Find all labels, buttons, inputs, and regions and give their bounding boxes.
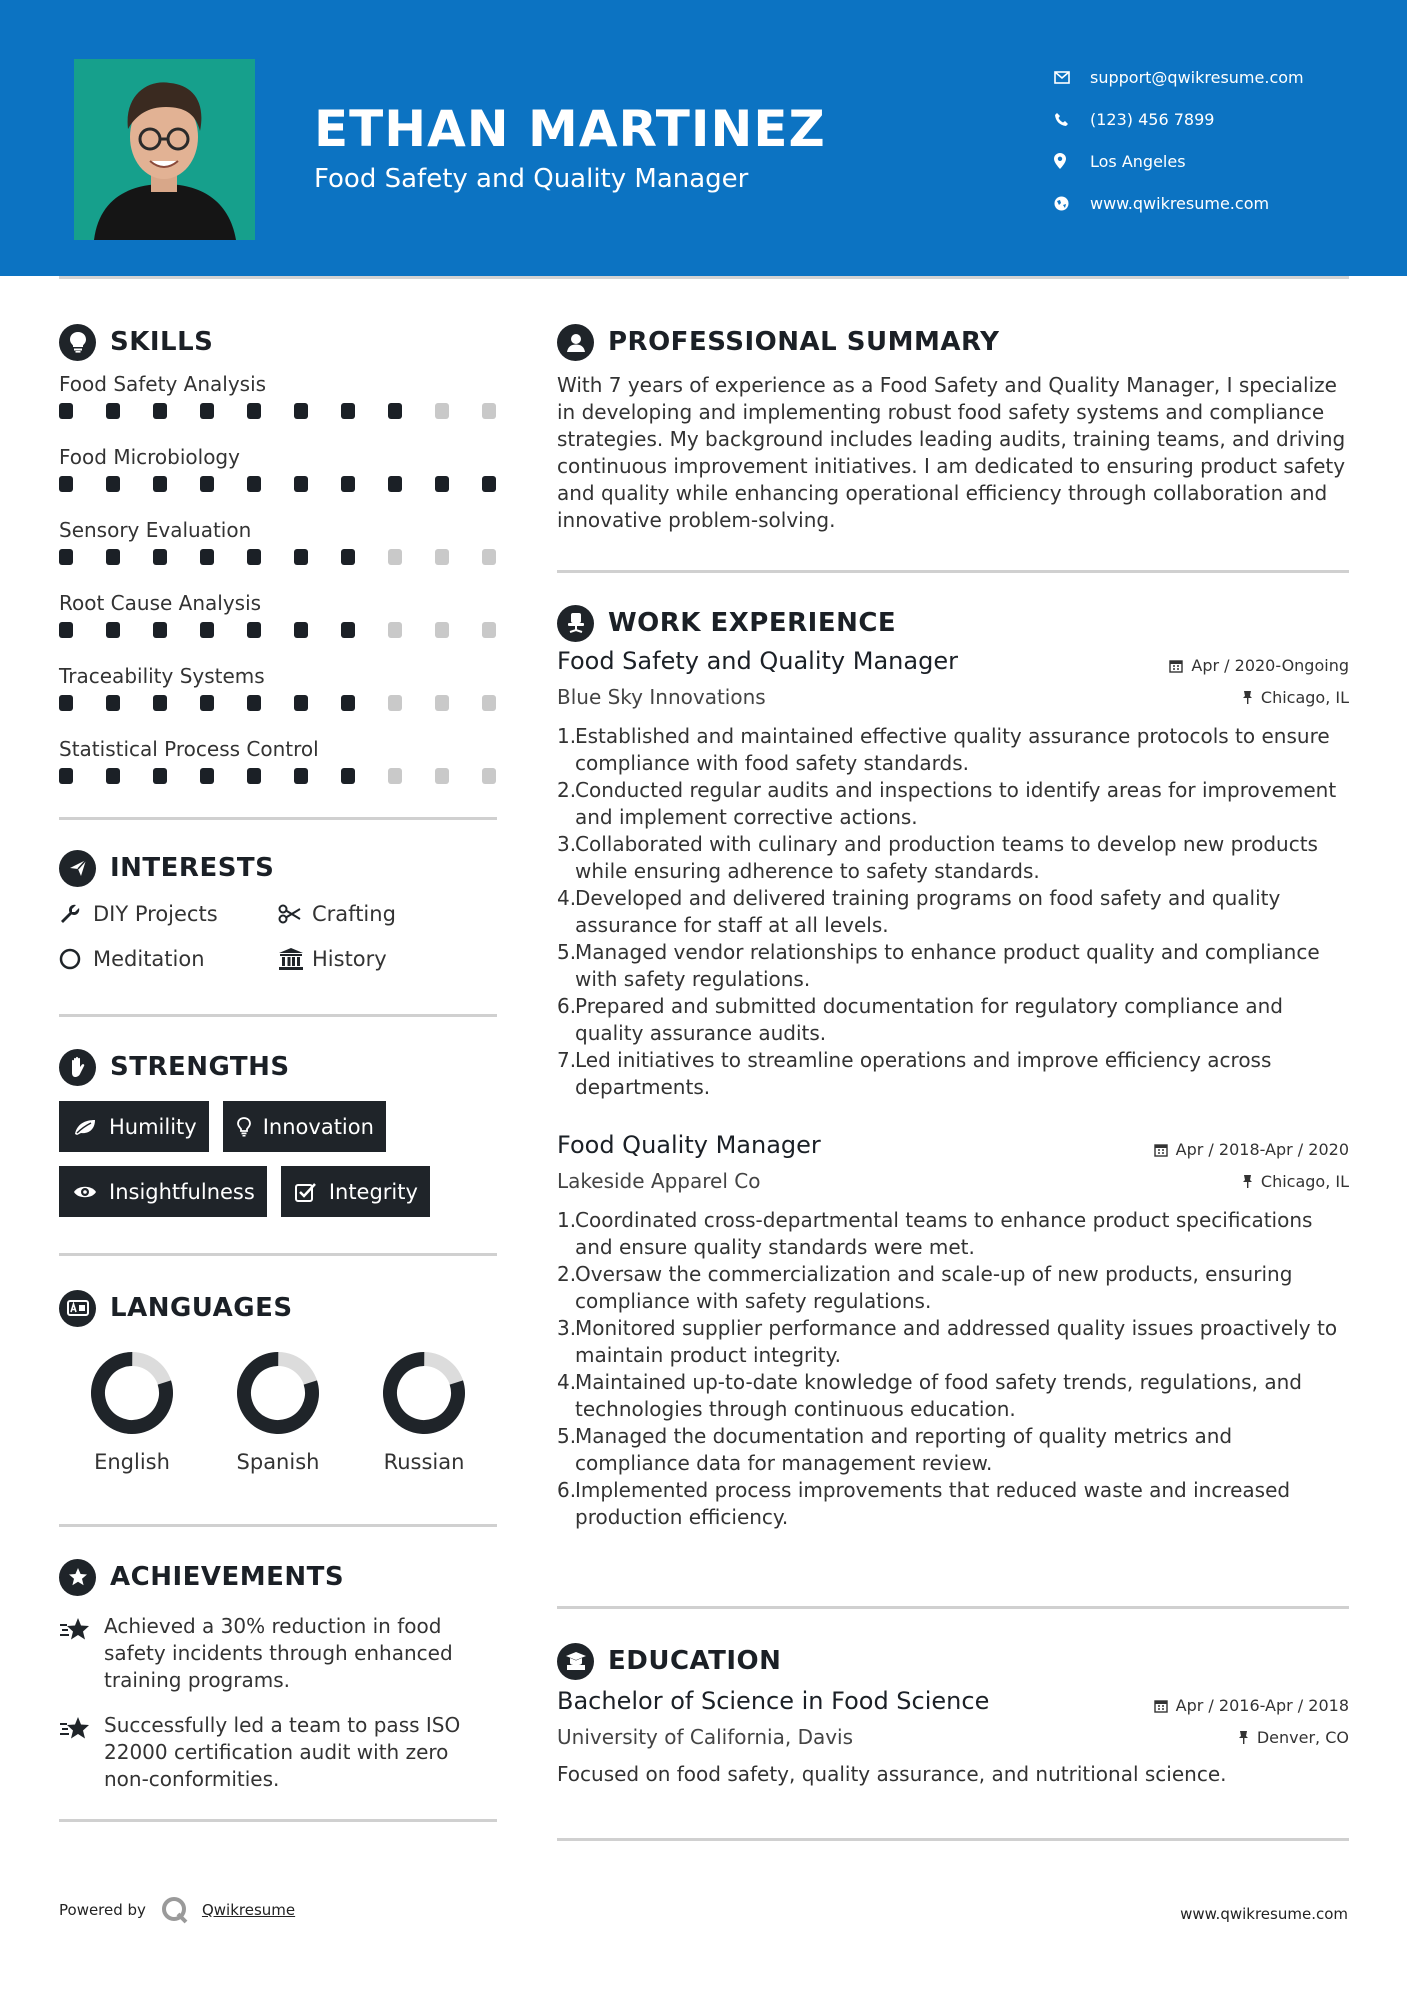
paper-plane-icon	[59, 850, 96, 887]
achievement-item	[59, 1613, 497, 1694]
skills-list	[59, 364, 497, 802]
job-bullet	[557, 1261, 1349, 1315]
education-description: Focused on food safety, quality assurance, and nutritional science.	[557, 1762, 1227, 1786]
interest-label: Crafting	[312, 901, 396, 926]
bullet-text: Collaborated with culinary and production teams to develop new products while ensuring adherence to safety standards.	[575, 832, 1318, 883]
rating-dot	[200, 476, 214, 492]
contact-list	[1054, 56, 1304, 224]
skill-item	[59, 437, 497, 510]
skills-title: SKILLS	[110, 327, 214, 357]
rating-dot	[106, 403, 120, 419]
interests-list	[59, 898, 497, 974]
strength-label: Innovation	[262, 1114, 374, 1139]
museum-icon	[278, 947, 312, 971]
interest-label: Meditation	[93, 946, 205, 971]
experience-heading	[557, 601, 1349, 645]
rating-dot	[59, 476, 73, 492]
skill-item	[59, 583, 497, 656]
job-location-text: Chicago, IL	[1260, 1171, 1349, 1191]
rating-dot	[200, 768, 214, 784]
rating-dot	[294, 549, 308, 565]
bullet-number: 2.	[557, 778, 577, 802]
rating-dot	[200, 403, 214, 419]
contact-email[interactable]	[1054, 56, 1304, 98]
job-bullet	[557, 1423, 1349, 1477]
job-bullet	[557, 993, 1349, 1047]
skill-rating	[59, 619, 497, 641]
achievements-heading	[59, 1555, 497, 1599]
divider	[59, 1819, 497, 1822]
bullet-text: Prepared and submitted documentation for regulatory compliance and quality assurance audits.	[575, 994, 1283, 1045]
languages-title: LANGUAGES	[110, 1293, 293, 1323]
skill-item	[59, 729, 497, 802]
company-name: Lakeside Apparel Co	[557, 1169, 761, 1193]
rating-dot	[200, 622, 214, 638]
job-bullet	[557, 1047, 1349, 1101]
job-date-text: Apr / 2018-Apr / 2020	[1175, 1140, 1349, 1159]
star-badge-icon	[59, 1559, 96, 1596]
calendar-icon	[1154, 1699, 1168, 1713]
rating-dot	[294, 476, 308, 492]
skill-rating	[59, 692, 497, 714]
bullet-text: Oversaw the commercialization and scale-up of new products, ensuring compliance with safety regulations.	[575, 1262, 1293, 1313]
rating-dot	[435, 549, 449, 565]
rating-dot	[153, 695, 167, 711]
bullet-text: Monitored supplier performance and addressed quality issues proactively to maintain product integrity.	[575, 1316, 1338, 1367]
strength-label: Insightfulness	[109, 1179, 255, 1204]
language-item	[59, 1348, 205, 1474]
degree-title: Bachelor of Science in Food Science	[557, 1687, 990, 1715]
rating-dot	[200, 695, 214, 711]
envelope-icon	[1054, 71, 1090, 84]
languages-list	[59, 1348, 497, 1474]
interest-item	[278, 898, 497, 929]
user-icon	[557, 324, 594, 361]
job-bullet	[557, 723, 1349, 777]
graduation-icon	[557, 1643, 594, 1680]
education-date	[1154, 1696, 1349, 1715]
language-level-ring	[233, 1348, 323, 1438]
rating-dot	[106, 549, 120, 565]
left-column	[59, 320, 497, 1822]
contact-website[interactable]	[1054, 182, 1304, 224]
school-name: University of California, Davis	[557, 1725, 854, 1749]
education-date-text: Apr / 2016-Apr / 2018	[1175, 1696, 1349, 1715]
language-card-icon	[59, 1290, 96, 1327]
rating-dot	[482, 622, 496, 638]
rating-dot	[247, 695, 261, 711]
bullet-number: 7.	[557, 1048, 577, 1072]
lightbulb-icon	[237, 1117, 251, 1137]
candidate-name: ETHAN MARTINEZ	[314, 100, 826, 158]
bullet-text: Conducted regular audits and inspections to identify areas for improvement and implement corrective actions.	[575, 778, 1337, 829]
job-date	[1154, 1140, 1349, 1159]
strength-tag	[59, 1166, 267, 1217]
rating-dot	[341, 768, 355, 784]
rating-dot	[59, 622, 73, 638]
rating-dot	[106, 768, 120, 784]
bullet-number: 3.	[557, 1316, 577, 1340]
strengths-title: STRENGTHS	[110, 1052, 290, 1082]
interest-item	[278, 943, 497, 974]
education-location-text: Denver, CO	[1256, 1727, 1349, 1747]
skills-heading	[59, 320, 497, 364]
languages-section	[59, 1256, 497, 1524]
summary-text: With 7 years of experience as a Food Safety and Quality Manager, I specialize in developing and implementing robust food safety systems and compliance strategies. My background includes leading audits, training teams, and driving continuous improvement initiatives. I am dedicated to ensuring product safety and quality while enhancing operational efficiency through collaboration and innovative problem-solving.	[557, 373, 1346, 532]
rating-dot	[247, 549, 261, 565]
footer-website[interactable]: www.qwikresume.com	[1180, 1905, 1348, 1923]
brand-link[interactable]: Qwikresume	[201, 1901, 296, 1919]
rating-dot	[482, 695, 496, 711]
rating-dot	[388, 768, 402, 784]
achievement-text: Successfully led a team to pass ISO 22000 certification audit with zero non-conformities.	[104, 1713, 461, 1791]
job-entry	[557, 1131, 1349, 1531]
job-bullet	[557, 939, 1349, 993]
experience-section	[557, 573, 1349, 1606]
hand-icon	[59, 1049, 96, 1086]
rating-dot	[59, 768, 73, 784]
strength-tag	[281, 1166, 430, 1217]
rating-dot	[200, 549, 214, 565]
skill-name: Statistical Process Control	[59, 737, 319, 761]
bullet-number: 6.	[557, 994, 577, 1018]
calendar-icon	[1169, 659, 1183, 673]
job-location	[1242, 685, 1349, 709]
rating-dot	[341, 476, 355, 492]
education-title: EDUCATION	[608, 1646, 782, 1676]
achievements-list	[59, 1613, 497, 1793]
experience-title: WORK EXPERIENCE	[608, 608, 897, 638]
rating-dot	[106, 622, 120, 638]
rating-dot	[294, 403, 308, 419]
bullet-number: 6.	[557, 1478, 577, 1502]
job-bullet	[557, 1477, 1349, 1531]
bullet-number: 5.	[557, 940, 577, 964]
rating-dot	[247, 622, 261, 638]
rating-dot	[388, 622, 402, 638]
skill-rating	[59, 765, 497, 787]
strengths-list	[59, 1101, 497, 1231]
language-label: English	[94, 1450, 170, 1474]
bullet-number: 5.	[557, 1424, 577, 1448]
bullet-text: Led initiatives to streamline operations and improve efficiency across departments.	[575, 1048, 1272, 1099]
resume-header	[0, 0, 1407, 276]
right-column	[557, 320, 1349, 1841]
job-bullet	[557, 831, 1349, 885]
contact-location	[1054, 140, 1304, 182]
strengths-heading	[59, 1045, 497, 1089]
achievements-section	[59, 1527, 497, 1819]
leaf-icon	[73, 1118, 97, 1136]
rating-dot	[388, 403, 402, 419]
rating-dot	[153, 549, 167, 565]
rating-dot	[482, 403, 496, 419]
interest-label: DIY Projects	[93, 901, 218, 926]
rating-dot	[153, 622, 167, 638]
job-date-text: Apr / 2020-Ongoing	[1191, 656, 1349, 675]
strengths-section	[59, 1017, 497, 1253]
pushpin-icon	[1242, 690, 1253, 704]
header-divider	[59, 276, 1349, 279]
job-bullet	[557, 885, 1349, 939]
job-bullets	[557, 723, 1349, 1101]
job-location	[1242, 1169, 1349, 1193]
rating-dot	[153, 768, 167, 784]
contact-website-text: www.qwikresume.com	[1090, 193, 1270, 213]
skill-name: Food Microbiology	[59, 445, 240, 469]
rating-dot	[435, 768, 449, 784]
achievement-item	[59, 1712, 497, 1793]
rating-dot	[294, 622, 308, 638]
rating-dot	[435, 622, 449, 638]
rating-dot	[388, 549, 402, 565]
job-location-text: Chicago, IL	[1260, 687, 1349, 707]
rating-dot	[388, 695, 402, 711]
rating-dot	[388, 476, 402, 492]
language-item	[351, 1348, 497, 1474]
skill-name: Food Safety Analysis	[59, 372, 267, 396]
rating-dot	[247, 476, 261, 492]
rating-dot	[153, 403, 167, 419]
rating-dot	[294, 695, 308, 711]
qwikresume-logo-icon	[160, 1895, 190, 1925]
bullet-number: 1.	[557, 1208, 577, 1232]
phone-icon	[1054, 112, 1090, 127]
company-name: Blue Sky Innovations	[557, 685, 766, 709]
interest-label: History	[312, 946, 387, 971]
skill-item	[59, 656, 497, 729]
star-icon	[59, 1712, 104, 1793]
eye-icon	[73, 1184, 97, 1200]
wrench-icon	[59, 903, 93, 925]
bullet-text: Implemented process improvements that reduced waste and increased production efficiency.	[575, 1478, 1291, 1529]
bullet-text: Developed and delivered training programs on food safety and quality assurance for staff at all levels.	[575, 886, 1281, 937]
rating-dot	[482, 476, 496, 492]
contact-phone[interactable]	[1054, 98, 1304, 140]
skill-name: Sensory Evaluation	[59, 518, 252, 542]
rating-dot	[59, 403, 73, 419]
rating-dot	[59, 549, 73, 565]
interests-title: INTERESTS	[110, 853, 275, 883]
bullet-number: 4.	[557, 1370, 577, 1394]
lightbulb-icon	[59, 324, 96, 361]
language-level-ring	[379, 1348, 469, 1438]
summary-title: PROFESSIONAL SUMMARY	[608, 327, 1000, 357]
language-label: Russian	[383, 1450, 465, 1474]
scissors-icon	[278, 904, 312, 924]
job-bullet	[557, 1315, 1349, 1369]
divider	[557, 1838, 1349, 1841]
job-bullet	[557, 1207, 1349, 1261]
education-location	[1238, 1725, 1349, 1749]
bullet-number: 2.	[557, 1262, 577, 1286]
profile-photo	[74, 59, 255, 240]
powered-by-text: Powered by	[59, 1901, 146, 1919]
pushpin-icon	[1242, 1174, 1253, 1188]
rating-dot	[341, 549, 355, 565]
skills-section	[59, 320, 497, 817]
bullet-text: Managed vendor relationships to enhance product quality and compliance with safety regulations.	[575, 940, 1320, 991]
office-chair-icon	[557, 605, 594, 642]
skill-name: Traceability Systems	[59, 664, 265, 688]
job-date	[1169, 656, 1349, 675]
contact-location-text: Los Angeles	[1090, 151, 1186, 171]
interests-section	[59, 820, 497, 1014]
achievements-title: ACHIEVEMENTS	[110, 1562, 345, 1592]
circle-icon	[59, 948, 93, 970]
job-bullet	[557, 777, 1349, 831]
skill-name: Root Cause Analysis	[59, 591, 262, 615]
bullet-number: 1.	[557, 724, 577, 748]
achievement-text: Achieved a 30% reduction in food safety incidents through enhanced training programs.	[104, 1614, 453, 1692]
strength-label: Humility	[109, 1114, 197, 1139]
rating-dot	[341, 622, 355, 638]
strength-label: Integrity	[328, 1179, 418, 1204]
job-title: Food Quality Manager	[557, 1131, 821, 1159]
bullet-number: 4.	[557, 886, 577, 910]
star-icon	[59, 1613, 104, 1694]
education-section	[557, 1609, 1349, 1838]
map-pin-icon	[1054, 153, 1090, 169]
strength-tag	[59, 1101, 209, 1152]
bullet-text: Maintained up-to-date knowledge of food safety trends, regulations, and technologies through continuous education.	[575, 1370, 1302, 1421]
summary-heading	[557, 320, 1349, 364]
check-square-icon	[295, 1182, 317, 1202]
skill-rating	[59, 546, 497, 568]
summary-section	[557, 320, 1349, 570]
education-entry	[557, 1687, 1349, 1788]
contact-email-text: support@qwikresume.com	[1090, 67, 1304, 87]
ring-fill	[89, 1350, 175, 1436]
rating-dot	[247, 768, 261, 784]
bullet-text: Coordinated cross-departmental teams to enhance product specifications and ensure quality standards were met.	[575, 1208, 1313, 1259]
skill-rating	[59, 473, 497, 495]
rating-dot	[59, 695, 73, 711]
calendar-icon	[1154, 1143, 1168, 1157]
interests-heading	[59, 846, 497, 890]
rating-dot	[294, 768, 308, 784]
skill-item	[59, 510, 497, 583]
interest-item	[59, 898, 278, 929]
globe-icon	[1054, 196, 1090, 211]
skill-rating	[59, 400, 497, 422]
footer-powered-by	[59, 1895, 295, 1925]
pushpin-icon	[1238, 1730, 1249, 1744]
rating-dot	[106, 695, 120, 711]
job-title: Food Safety and Quality Manager	[557, 647, 958, 675]
job-bullets	[557, 1207, 1349, 1531]
rating-dot	[153, 476, 167, 492]
language-item	[205, 1348, 351, 1474]
language-level-ring	[87, 1348, 177, 1438]
rating-dot	[341, 403, 355, 419]
rating-dot	[482, 768, 496, 784]
education-heading	[557, 1639, 1349, 1683]
skill-item	[59, 364, 497, 437]
interest-item	[59, 943, 278, 974]
languages-heading	[59, 1286, 497, 1330]
rating-dot	[435, 476, 449, 492]
rating-dot	[341, 695, 355, 711]
bullet-text: Managed the documentation and reporting of quality metrics and compliance data for management review.	[575, 1424, 1233, 1475]
job-bullet	[557, 1369, 1349, 1423]
rating-dot	[247, 403, 261, 419]
job-entry	[557, 647, 1349, 1101]
language-label: Spanish	[236, 1450, 320, 1474]
rating-dot	[435, 695, 449, 711]
candidate-role: Food Safety and Quality Manager	[314, 164, 749, 194]
strength-tag	[223, 1101, 386, 1152]
rating-dot	[482, 549, 496, 565]
ring-fill	[235, 1350, 321, 1436]
bullet-text: Established and maintained effective quality assurance protocols to ensure compliance with food safety standards.	[575, 724, 1330, 775]
ring-fill	[381, 1350, 467, 1436]
contact-phone-text: (123) 456 7899	[1090, 109, 1215, 129]
jobs-list	[557, 647, 1349, 1531]
rating-dot	[435, 403, 449, 419]
bullet-number: 3.	[557, 832, 577, 856]
rating-dot	[106, 476, 120, 492]
